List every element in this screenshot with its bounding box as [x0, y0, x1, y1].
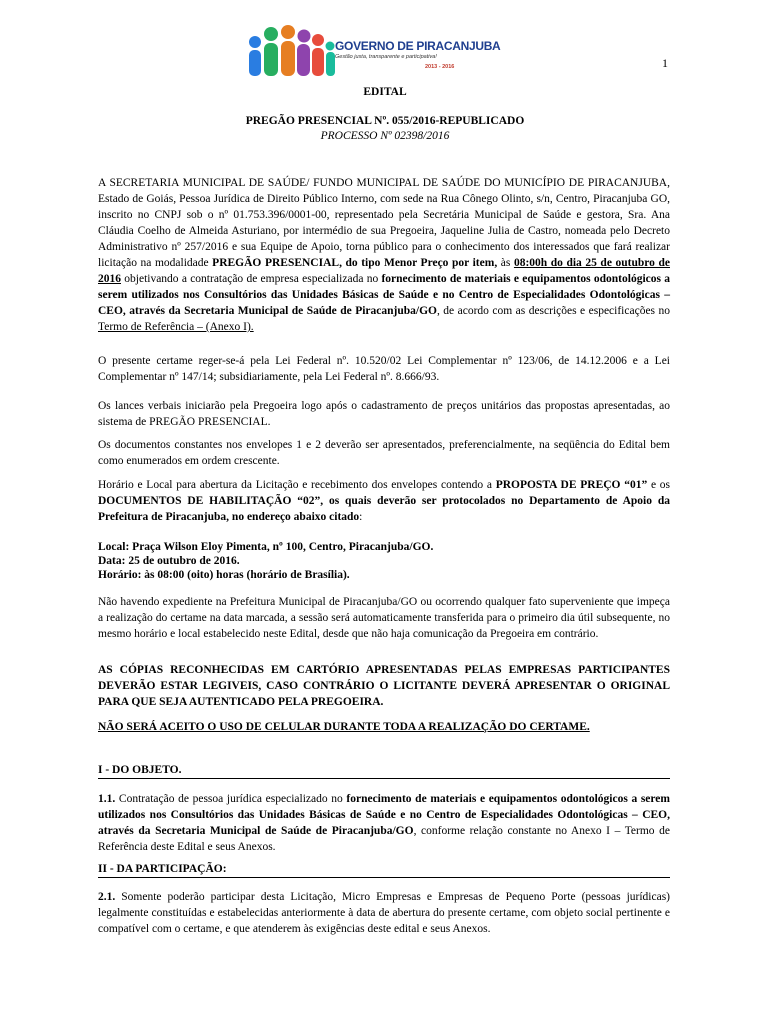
- section-1-number: 1.1.: [98, 793, 116, 805]
- document-subtitle: PREGÃO PRESENCIAL Nº. 055/2016-REPUBLICADO: [245, 115, 525, 127]
- logo: [245, 22, 501, 78]
- section-2-paragraph: [98, 889, 670, 937]
- logo-years: 2013 - 2016: [425, 64, 455, 70]
- section-2-number: 2.1.: [98, 891, 116, 903]
- section-1-text-end: , conforme relação constante no Anexo I – Termo de Referência deste Edital e seus Anexos.: [98, 825, 670, 853]
- documents-paragraph: Os documentos constantes nos envelopes 1 e 2 deverão ser apresentados, preferencialmente, na seqüência do Edital bem como enumerados em ordem crescente.: [98, 439, 670, 467]
- section-1-rule: [98, 778, 670, 779]
- opening-proposal: PROPOSTA DE PREÇO “01”: [495, 479, 648, 491]
- section-1-paragraph: [98, 791, 670, 855]
- intro-object: fornecimento de materiais e equipamentos odontológicos a serem utilizados nos Consultórios das Unidades Básicas de Saúde e no Centro de Especialidades Odontológicas – CEO, através da Secretaria Municipal de Saúde de Piracanjuba/GO: [98, 273, 670, 317]
- copies-notice: AS CÓPIAS RECONHECIDAS EM CARTÓRIO APRESENTADAS PELAS EMPRESAS PARTICIPANTES DEVERÃO ESTAR LEGIVEIS, CASO CONTRÁRIO O LICITANTE DEVERÁ APRESENTAR O ORIGINAL PARA QUE SEJA AUTENTICADO PELA PREGOEIRA.: [98, 664, 670, 708]
- section-1-heading: I - DO OBJETO.: [98, 764, 182, 776]
- bids-paragraph: Os lances verbais iniciarão pela Pregoeira logo após o cadastramento de preços unitários das propostas apresentadas, ao sistema de PREGÃO PRESENCIAL.: [98, 400, 670, 428]
- section-2-text: Somente poderão participar desta Licitação, Micro Empresas e Empresas de Pequeno Porte (pessoas jurídicas) legalmente constituídas e estabelecidas anteriormente à data de abertura do presente certame, com objeto social pertinente e compatível com o certame, e que atenderem às exigências deste edital e seus Anexos.: [98, 891, 670, 935]
- process-number: PROCESSO Nº 02398/2016: [320, 130, 450, 142]
- location-date: Data: 25 de outubro de 2016.: [98, 555, 240, 567]
- location-time: Horário: às 08:00 (oito) horas (horário de Brasília).: [98, 569, 350, 581]
- section-2-heading: II - DA PARTICIPAÇÃO:: [98, 863, 227, 875]
- intro-paragraph: [98, 175, 670, 335]
- opening-paragraph: [98, 477, 670, 525]
- holiday-paragraph: Não havendo expediente na Prefeitura Municipal de Piracanjuba/GO ou ocorrendo qualquer fato superveniente que impeça a realização do certame na data marcada, a sessão será automaticamente transferida para o primeiro dia útil subsequente, no mesmo horário e local estabelecido neste Edital, desde que não haja comunicação da Pregoeira em contrário.: [98, 596, 670, 640]
- intro-modality: PREGÃO PRESENCIAL, do tipo Menor Preço por item,: [212, 257, 498, 269]
- intro-text-start: A SECRETARIA MUNICIPAL DE SAÚDE/ FUNDO MUNICIPAL DE SAÚDE DO MUNICÍPIO DE PIRACANJUBA, Estado de Goiás, Pessoa Jurídica de Direito Público Interno, com sede na Rua Cônego Olinto, s/n, Centro, Piracanjuba GO, inscrito no CNPJ sob o nº 01.753.396/0001-00, representado pela Secretária Municipal de Saúde e gestora, Sra. Ana Cláudia Coelho de Almeida Asturiano, por intermédio de sua Pregoeira, Jaqueline Julia de Castro, nomeada pelo Decreto Administrativo nº 257/2016 e sua Equipe de Apoio, torna público para o conhecimento dos interessados que fará realizar licitação na modalidade: [98, 177, 670, 269]
- document-title: EDITAL: [363, 86, 407, 98]
- page-number: 1: [662, 56, 668, 70]
- intro-annex-link: Termo de Referência – (Anexo I).: [98, 321, 254, 333]
- section-1-object: fornecimento de materiais e equipamentos odontológicos a serem utilizados nos Consultórios das Unidades Básicas de Saúde e no Centro de Especialidades Odontológicas – CEO, através da Secretaria Municipal de Saúde de Piracanjuba/GO: [98, 793, 670, 837]
- intro-datetime: 08:00h do dia 25 de outubro de 2016: [98, 257, 670, 285]
- location-local: Local: Praça Wilson Eloy Pimenta, nº 100, Centro, Piracanjuba/GO.: [98, 541, 434, 553]
- cellphone-notice: NÃO SERÁ ACEITO O USO DE CELULAR DURANTE TODA A REALIZAÇÃO DO CERTAME.: [98, 721, 590, 733]
- section-1-text-start: Contratação de pessoa jurídica especializado no: [115, 793, 347, 805]
- opening-text-end: :: [359, 511, 363, 523]
- intro-text-at: às: [497, 257, 514, 269]
- logo-people-icon: [245, 22, 335, 78]
- law-paragraph: O presente certame reger-se-á pela Lei Federal nº. 10.520/02 Lei Complementar nº 123/06, de 14.12.2006 e a Lei Complementar nº 147/14; subsidiariamente, pela Lei Federal nº. 8.666/93.: [98, 355, 670, 383]
- opening-text-start: Horário e Local para abertura da Licitação e recebimento dos envelopes contendo a: [98, 479, 496, 491]
- opening-documents: DOCUMENTOS DE HABILITAÇÃO “02”, os quais deverão ser protocolados no Departamento de Apoio da Prefeitura de Piracanjuba, no endereço abaixo citado: [98, 495, 670, 523]
- opening-text-mid: e os: [647, 479, 670, 491]
- intro-text-end: , de acordo com as descrições e especificações no: [436, 305, 670, 317]
- section-2-rule: [98, 877, 670, 878]
- intro-text-objective: objetivando a contratação de empresa especializada no: [121, 273, 382, 285]
- logo-slogan: Gestão justa, transparente e participativa!: [335, 54, 437, 60]
- logo-title: GOVERNO DE PIRACANJUBA: [335, 39, 501, 53]
